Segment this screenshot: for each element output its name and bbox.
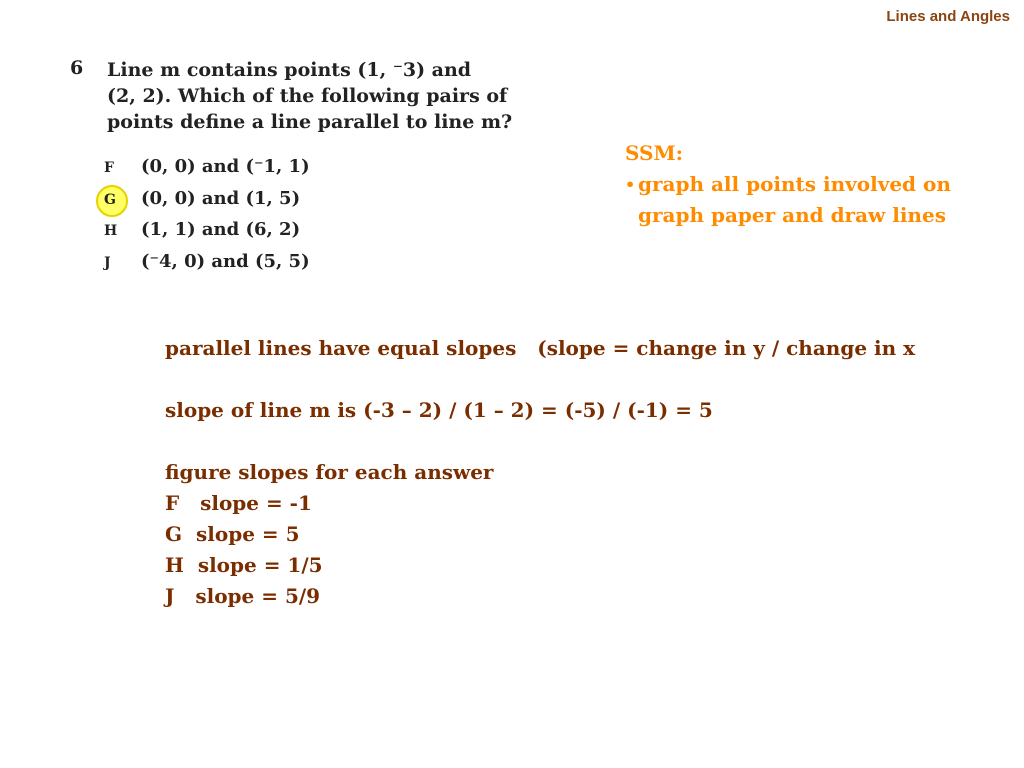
question-line: Line m contains points (1, ⁻3) and (107, 59, 472, 81)
work-line: G slope = 5 (165, 522, 300, 546)
bullet-icon: • (625, 175, 636, 194)
question-line: (2, 2). Which of the following pairs of (107, 85, 508, 107)
ssm-bullet-item (625, 169, 1005, 231)
work-line: figure slopes for each answer (165, 460, 494, 484)
ssm-title: SSM: (625, 141, 683, 165)
work-line: J slope = 5/9 (165, 584, 321, 608)
work-line: H slope = 1/5 (165, 553, 323, 577)
choice-letter: J (104, 255, 111, 271)
choice-pair: (0, 0) and (1, 5) (141, 188, 301, 209)
choice-letter: G (104, 192, 116, 208)
solution-work (165, 333, 985, 612)
choice-letter: H (104, 223, 118, 239)
question-text (107, 57, 557, 135)
choice-pair: (0, 0) and (⁻1, 1) (141, 156, 310, 177)
choice-pair: (1, 1) and (6, 2) (141, 219, 301, 240)
work-line: F slope = -1 (165, 491, 312, 515)
ssm-note (625, 138, 1005, 231)
question-number: 6 (70, 57, 84, 79)
choice-letter: F (104, 160, 114, 176)
question-line: points define a line parallel to line m? (107, 111, 513, 133)
work-line: slope of line m is (-3 – 2) / (1 – 2) = (-5) / (-1) = 5 (165, 398, 713, 422)
work-line-blank (165, 364, 985, 395)
ssm-bullet-text: graph all points involved on graph paper and draw lines (638, 172, 951, 227)
choice-pair: (⁻4, 0) and (5, 5) (141, 251, 310, 272)
page-header-title: Lines and Angles (886, 8, 1010, 25)
work-line: parallel lines have equal slopes (slope = change in y / change in x (165, 336, 916, 360)
work-line-blank (165, 426, 985, 457)
